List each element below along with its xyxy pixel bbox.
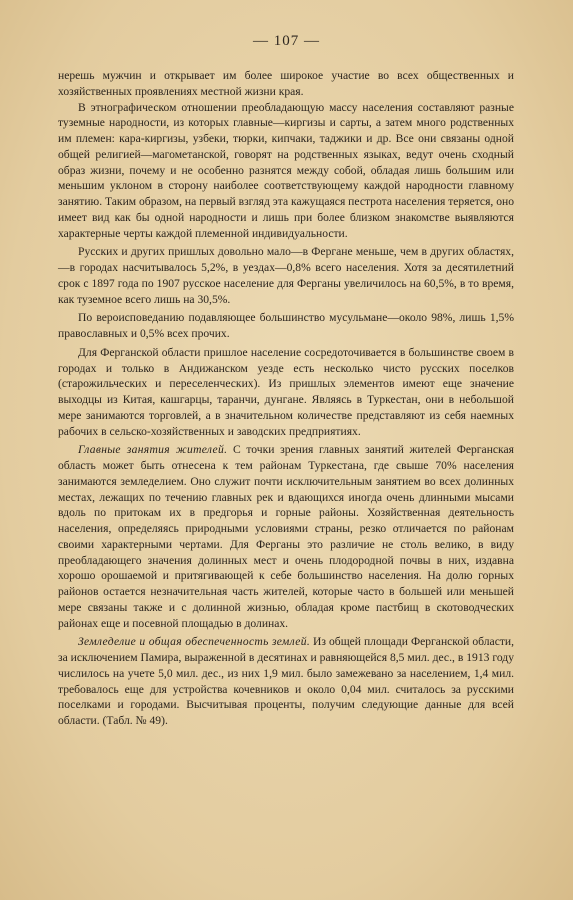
paragraph-migrants: Для Ферганской области пришлое население сосредоточивается в большинстве своем в городах и только в Андижанском уезде есть несколько чисто русских поселков (старожильческих и переселенческих). Из пришлых элементов имеют еще значение выходцы из Китая, кашгарцы, таранчи, дунгане. Являясь в Туркестан, они в небольшой мере занимаются торговлей, а в значительном количестве представляют из себя наемных рабочих в сельско-хозяйственных и заводских предприятиях. [58,345,514,438]
paragraph-religion: По вероисповеданию подавляющее большинство мусульмане—около 98%, лишь 1,5% православных и 0,5% всех прочих. [58,311,514,340]
paragraph-agriculture-text: Из общей площади Ферганской области, за исключением Памира, выраженной в десятинах и равняющейся 8,5 мил. дес., в 1913 году числилось на учете 5,0 мил. дес., из них 1,9 мил. было замежевано за населением, 1,4 мил. требовалось еще для устройства кочевников и около 0,04 мил. считалось за русскими поселками и городами. Высчитывая проценты, получим следующие данные для всей области. (Табл. № 49). [58,635,515,727]
section-heading-agriculture: Земледелие и общая обеспеченность землей. [78,635,311,649]
paragraph-main-occupations [58,442,514,631]
page-number: — 107 — [253,33,320,49]
paragraph-continuation: нерешь мужчин и открывает им более широкое участие во всех общественных и хозяйственных проявлениях местной жизни края. [58,69,514,98]
paragraph-agriculture [58,634,514,729]
paragraph-russian-population: Русских и других пришлых довольно мало—в Фергане меньше, чем в других областях,—в городах насчитывалось 5,2%, в уездах—0,8% всего населения. Хотя за десятилетний срок с 1897 года по 1907 русское население для Ферганы увеличилось на 60,5%, в то время, как туземное всего лишь на 30,5%. [58,245,514,306]
paragraph-main-occupations-text: С точки зрения главных занятий жителей Ферганская область может быть отнесена к тем районам Туркестана, где свыше 70% населения занимаются земледелием. Оно служит почти исключительным занятием во всех долинных местах, лежащих по течению главных рек и вдающихся иногда очень длинными мысами вдоль по притокам их в предгорья и горные районы. Хозяйственная деятельность населения, определяясь природными условиями страны, резко отличается по районам своими характерными чертами. Для Ферганы это различие не столь велико, в виду преобладающего значения долинных мест и очень плодородной почвы в них, издавна хорошо орошаемой и притягивающей к себе большинство населения. На долю горных районов остается незначительная часть жителей, которые часто в большей или меньшей мере связаны также и с долинной жизнью, обладая кроме пастбищ в скотоводческих районах еще и посевной площадью в долинах. [58,443,514,630]
page-body [58,68,514,729]
section-heading-main-occupations: Главные занятия жителей. [78,443,228,457]
paragraph-ethnography: В этнографическом отношении преобладающую массу населения составляют разные туземные народности, из которых главные—киргизы и сарты, а затем много родственных им племен: кара-киргизы, узбеки, тюрки, кипчаки, таджики и др. Все они связаны одной общей религией—магометанской, говорят на родственных языках, ведут очень сходный образ жизни, почему и не особенно разнятся между собой, обладая лишь большим или меньшим уклоном в сторону наиболее соответствующему каждой народности главному занятию. Таким образом, на первый взгляд эта кажущаяся пестрота населения теряется, оно имеет вид как бы одной народности и лишь при более близком знакомстве выявляются характерные черты каждой племенной индивидуальности. [58,100,514,240]
